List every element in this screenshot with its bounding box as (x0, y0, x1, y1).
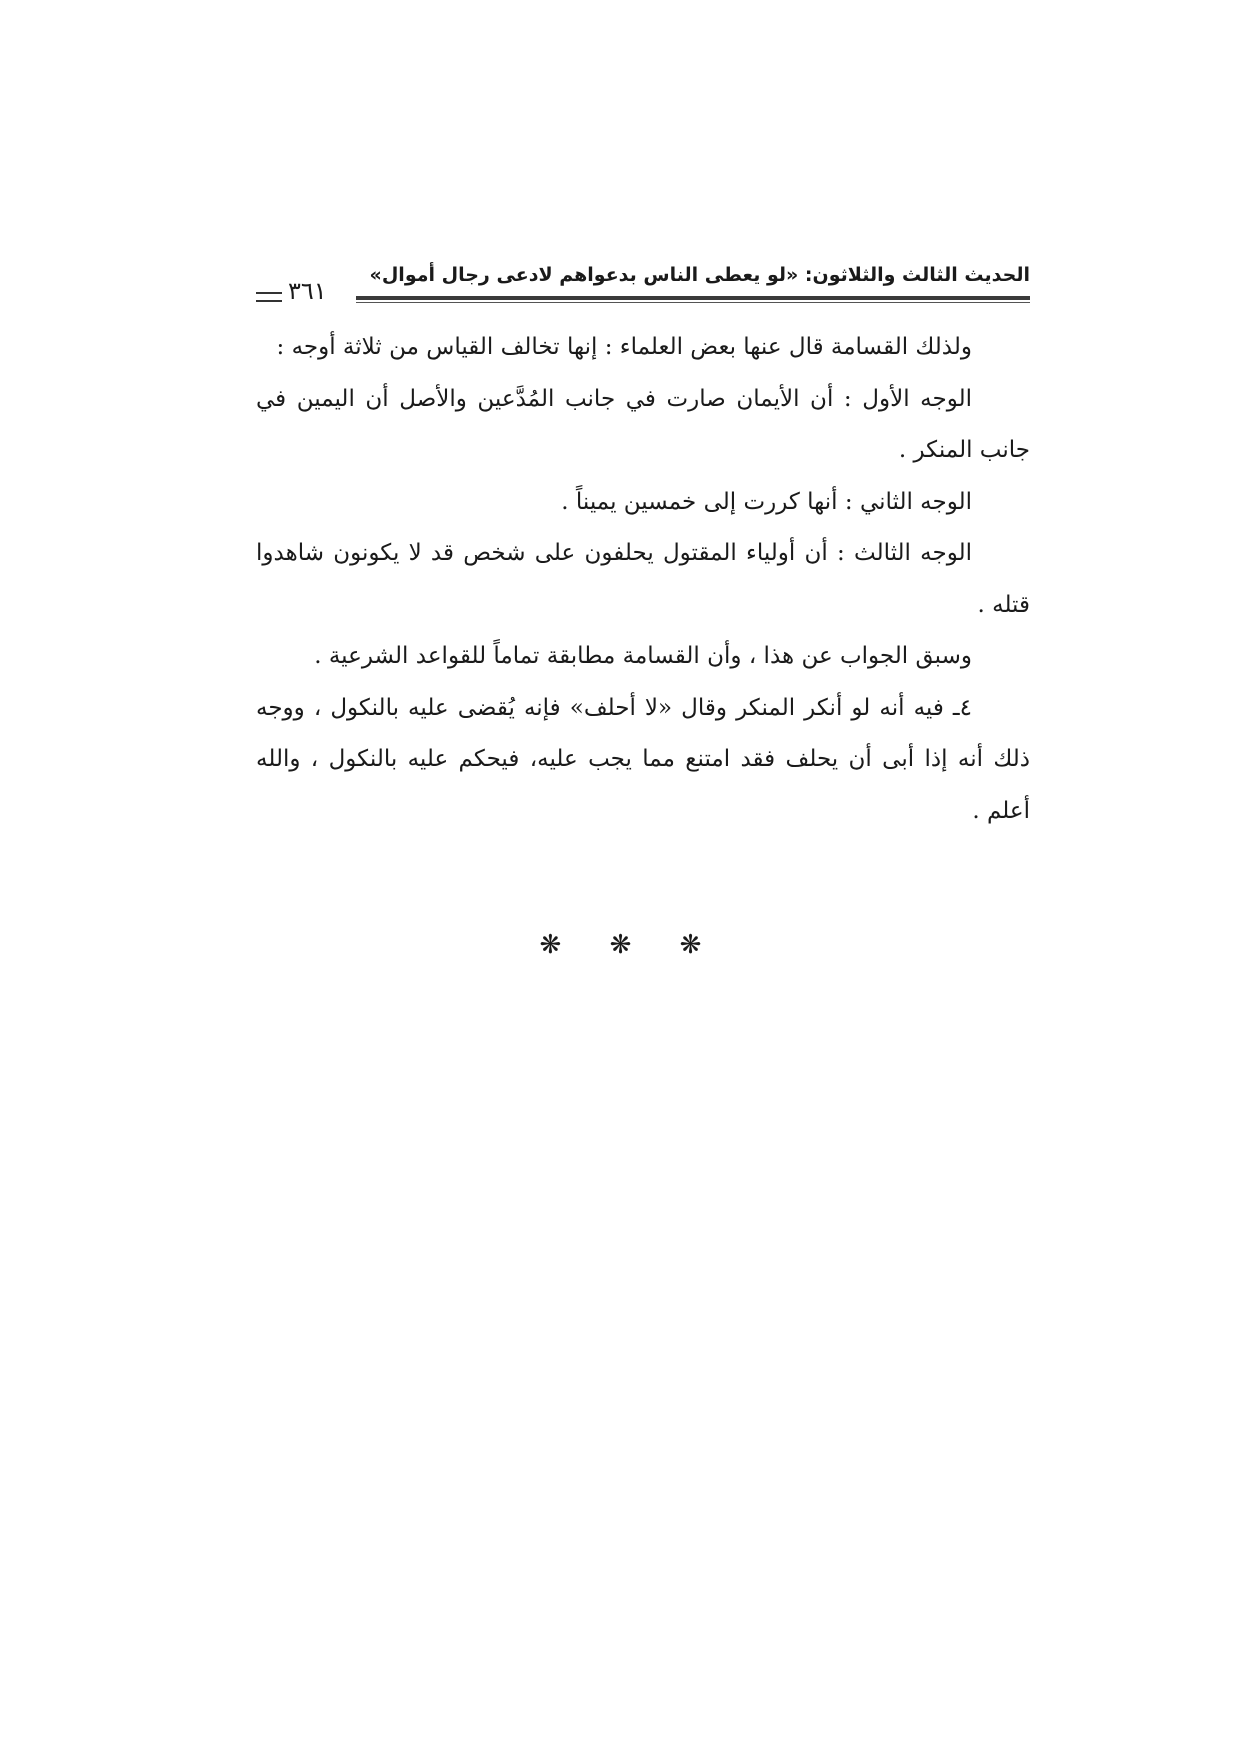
asterism-icon: ❋ (609, 930, 632, 960)
body-text (256, 322, 1030, 837)
asterism-icon: ❋ (679, 930, 702, 960)
page-number-ornament (256, 292, 282, 302)
running-header (256, 262, 1030, 312)
header-rule-thin (356, 302, 1030, 303)
paragraph-third-aspect: الوجه الثالث : أن أولياء المقتول يحلفون على شخص قد لا يكونون شاهدوا قتله . (256, 540, 1030, 618)
paragraph-intro: ولذلك القسامة قال عنها بعض العلماء : إنها تخالف القياس من ثلاثة أوجه : (276, 334, 972, 360)
header-title: الحديث الثالث والثلاثون: «لو يعطى الناس بدعواهم لادعى رجال أموال» (369, 264, 1030, 286)
paragraph-answer: وسبق الجواب عن هذا ، وأن القسامة مطابقة تماماً للقواعد الشرعية . (314, 643, 972, 669)
asterism-icon: ❋ (539, 930, 562, 960)
paragraph-point-four: ٤ـ فيه أنه لو أنكر المنكر وقال «لا أحلف» فإنه يُقضى عليه بالنكول ، ووجه ذلك أنه إذا أبى أن يحلف فقد امتنع مما يجب عليه، فيحكم عليه بالنكول ، والله أعلم . (256, 694, 1030, 824)
page-number: ٣٦١ (288, 277, 327, 305)
paragraph-second-aspect: الوجه الثاني : أنها كررت إلى خمسين يميناً . (561, 488, 972, 515)
paragraph-first-aspect: الوجه الأول : أن الأيمان صارت في جانب المُدَّعين والأصل أن اليمين في جانب المنكر . (256, 385, 1030, 463)
header-rule (356, 296, 1030, 300)
section-separator (0, 930, 1241, 960)
